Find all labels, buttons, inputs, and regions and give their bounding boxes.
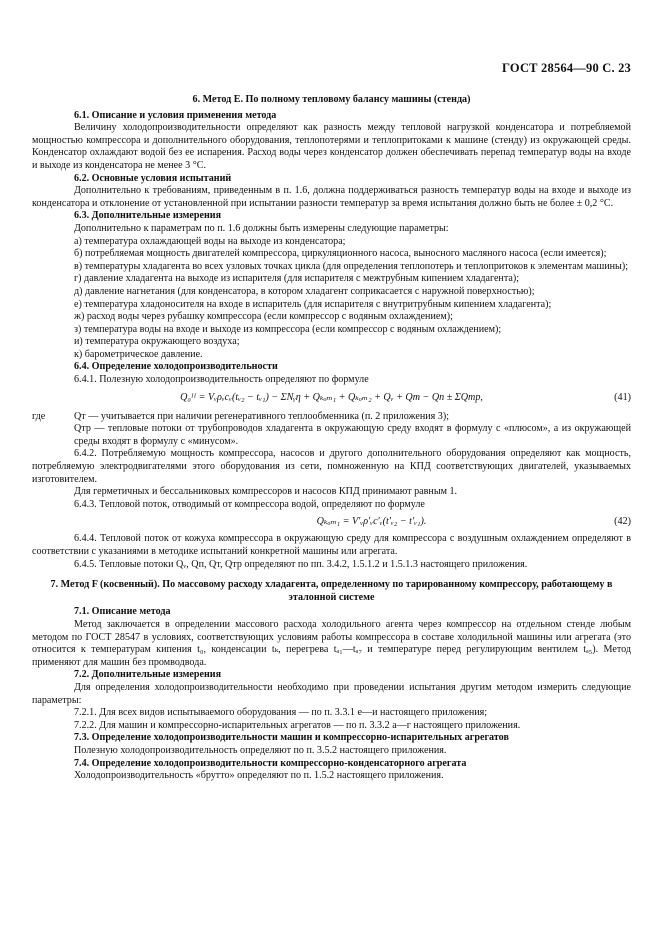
s62-title: 6.2. Основные условия испытаний (74, 172, 232, 184)
s74-text: Холодопроизводительность «брутто» определяют по п. 1.5.2 настоящего приложения. (74, 770, 444, 782)
s63-item: д) давление нагнетания (для конденсатора, в котором хладагент соприкасается с наружной поверхностью); (74, 285, 535, 297)
where-label: где (32, 410, 46, 422)
s642-text2: Для герметичных и бессальниковых компрессоров и насосов КПД принимают равным 1. (74, 486, 458, 498)
s63-item: ж) расход воды через рубашку компрессора (если компрессор с водяным охлаждением); (74, 311, 453, 323)
s722-text: 7.2.2. Для машин и компрессорно-испарительных агрегатов — по п. 3.3.2 а—г настоящего приложения. (74, 719, 521, 731)
document-body (32, 94, 631, 783)
s641-text: 6.4.1. Полезную холодопроизводительность определяют по формуле (74, 374, 369, 386)
s645-text: 6.4.5. Тепловые потоки Qᵥ, Qп, Qт, Qтр определяют по пп. 3.4.2, 1.5.1.2 и 1.5.1.3 настоящего приложения. (74, 558, 528, 570)
s73-text: Полезную холодопроизводительность определяют по п. 3.5.2 настоящего приложения. (74, 744, 447, 756)
s642-text: 6.4.2. Потребляемую мощность компрессора, насосов и другого дополнительного оборудования определяют как мощность, потребляемую электродвигателями этого оборудования из сети, помноженную на КПД соответствующих двигателей, указываемых изготовителем. (32, 448, 631, 485)
where-qtr-text: Qтр — тепловые потоки от трубопроводов хладагента в окружающую среду входят в формулу с «плюсом», а из окружающей среды входят в формулу с «минусом». (74, 423, 631, 447)
s61-text: Величину холодопроизводительности определяют как разность между тепловой нагрузкой конденсатора и потребляемой мощностью компрессора и дополнительного оборудования, теплопотерями и теплопритоками к машине (стенду) из окружающей среды. Конденсатор охлаждают водой без ее испарения. Расход воды через конденсатор должен обеспечивать перепад температур воды на входе и выходе из конденсатора не менее 3 °С. (32, 122, 631, 171)
equation-41-number: (41) (614, 392, 631, 404)
s74-title: 7.4. Определение холодопроизводительности компрессорно-конденсаторного агрегата (74, 757, 467, 769)
where-qt-text: Qт — учитывается при наличии регенеративного теплообменника (п. 2 приложения 3); (74, 410, 450, 422)
s71-text: Метод заключается в определении массового расхода холодильного агента через компрессор на отдельном стенде любым методом по ГОСТ 28547 в условиях, соответствующих условиям работы компрессора в составе холодильной машины или агрегата (это относится к температурам кипения t₀, конденсации tₖ, перегрева tₐ₁—tₐ₇ и температуре перед регулирующим вентилем tₐ₅). Метод применяют для машин без промводвода. (32, 618, 631, 668)
s63-item: к) барометрическое давление. (74, 348, 203, 360)
s721-text: 7.2.1. Для всех видов испытываемого оборудования — по п. 3.3.1 е—и настоящего приложения; (74, 707, 488, 719)
s63-item: б) потребляемая мощность двигателей компрессора, циркуляционного насоса, выносного масляного насоса (если имеется); (74, 248, 607, 260)
s73-title: 7.3. Определение холодопроизводительности машин и компрессорно-испарительных агрегатов (74, 732, 509, 744)
s63-item: и) температура окружающего воздуха; (74, 336, 240, 348)
s643-text: 6.4.3. Тепловой поток, отводимый от компрессора водой, определяют по формуле (74, 498, 425, 510)
s63-item: г) давление хладагента на выходе из испарителя (для испарителя с межтрубным кипением хладагента); (74, 273, 520, 285)
where-qt (32, 411, 631, 424)
s72-text: Для определения холодопроизводительности необходимо при проведении испытания другим методом измерить следующие параметры: (32, 681, 631, 706)
s63-item: а) температура охлаждающей воды на выходе из конденсатора; (74, 235, 346, 247)
s62-text: Дополнительно к требованиям, приведенным в п. 1.6, должна поддерживаться разность температур воды на входе и выходе из конденсатора и отклонение от установленной при испытании разности температур за время испытания должно быть не более ± 0,2 °С. (32, 185, 631, 209)
section-f-title: 7. Метод F (косвенный). По массовому расходу хладагента, определенному по тарированному компрессору, работающему в эталонной системе (50, 579, 613, 603)
equation-42-formula: Qₖₒₘ₁ = V′ᵥρ′ᵥc′ᵥ(t′ᵥ₂ − t′ᵥ₁). (316, 516, 427, 528)
s64-title: 6.4. Определение холодопроизводительности (74, 361, 278, 373)
equation-42 (32, 511, 631, 533)
s644-text: 6.4.4. Тепловой поток от кожуха компрессора в окружающую среду для компрессора с воздушным охлаждением определяют в соответствии с указаниями в методике испытаний конкретной машины или агрегата. (32, 533, 631, 557)
equation-42-number: (42) (614, 516, 631, 528)
equation-41 (32, 387, 631, 411)
s63-item: з) температура воды на входе и выходе из компрессора (если компрессор с водяным охлаждением); (74, 323, 502, 335)
s63-intro: Дополнительно к параметрам по п. 1.6 должны быть измерены следующие параметры: (74, 222, 449, 234)
page-header: ГОСТ 28564—90 С. 23 (502, 61, 631, 75)
s72-title: 7.2. Дополнительные измерения (74, 669, 222, 681)
s71-title: 7.1. Описание метода (74, 606, 171, 618)
section-e-title: 6. Метод Е. По полному тепловому балансу машины (стенда) (192, 94, 471, 105)
equation-41-formula: Q₀ᴵᴵ = Vᵥρᵥcᵥ(tᵥ₂ − tᵥ₁) − ΣNᵧη + Qₖₒₘ₁ + Qₖₒₘ₂ + Qᵥ + Qт − Qп ± ΣQтр, (180, 392, 483, 404)
s63-title: 6.3. Дополнительные измерения (74, 210, 222, 222)
s63-item: е) температура хладоносителя на входе в испаритель (для испарителя с внутритрубным кипением хладагента); (74, 298, 552, 310)
s61-title: 6.1. Описание и условия применения метода (74, 109, 277, 121)
where-qtr (32, 423, 631, 448)
s63-item: в) температуры хладагента во всех узловых точках цикла (для определения теплопотерь и теплопритоков к элементам машины); (74, 260, 628, 272)
